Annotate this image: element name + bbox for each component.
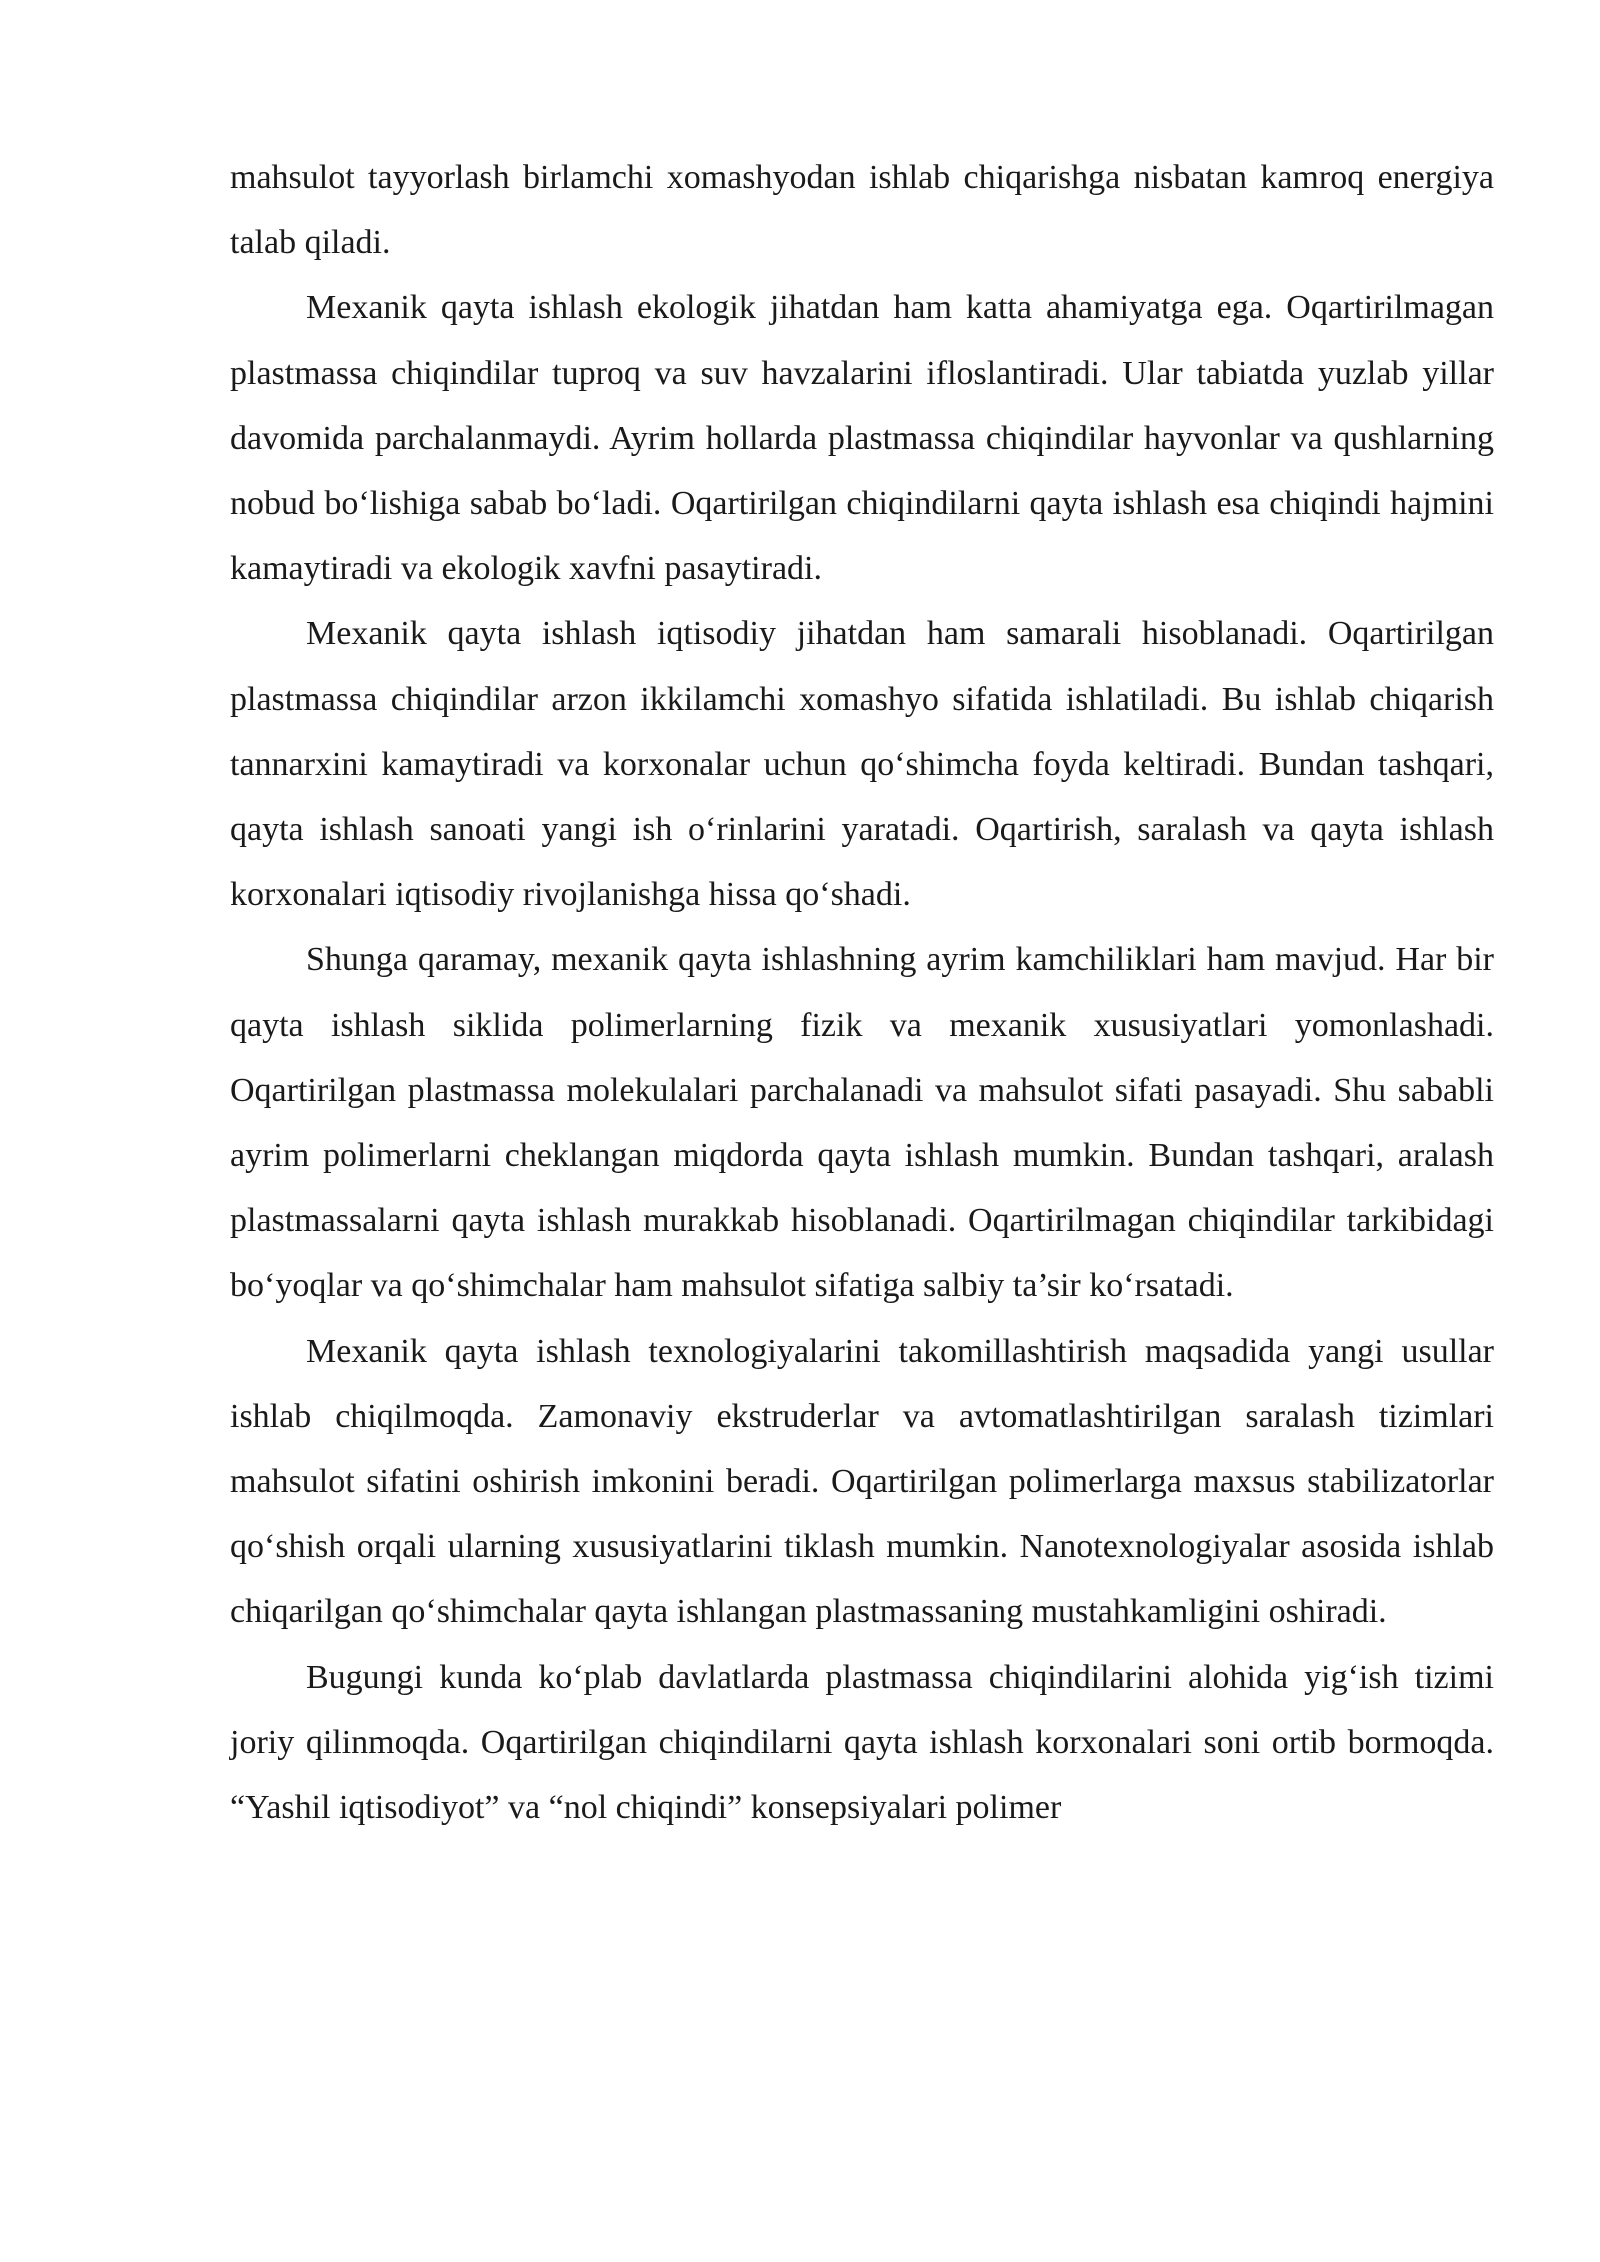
paragraph: Bugungi kunda ko‘plab davlatlarda plastmassa chiqindilarini alohida yig‘ish tizimi joriy qilinmoqda. Oqartirilgan chiqindilarni qayta ishlash korxonalari soni ortib bormoqda. “Yashil iqtisodiyot” va “nol chiqindi” konsepsiyalari polimer	[230, 1658, 1494, 1827]
paragraph: Mexanik qayta ishlash ekologik jihatdan ham katta ahamiyatga ega. Oqartirilmagan plastmassa chiqindilar tuproq va suv havzalarini ifloslantiradi. Ular tabiatda yuzlab yillar davomida parchalanmaydi. Ayrim hollarda plastmassa chiqindilar hayvonlar va qushlarning nobud bo‘lishiga sabab bo‘ladi. Oqartirilgan chiqindilarni qayta ishlash esa chiqindi hajmini kamaytiradi va ekologik xavfni pasaytiradi.	[230, 289, 1494, 588]
body-text	[230, 145, 1494, 1840]
paragraph: Mexanik qayta ishlash iqtisodiy jihatdan ham samarali hisoblanadi. Oqartirilgan plastmassa chiqindilar arzon ikkilamchi xomashyo sifatida ishlatiladi. Bu ishlab chiqarish tannarxini kamaytiradi va korxonalar uchun qo‘shimcha foyda keltiradi. Bundan tashqari, qayta ishlash sanoati yangi ish o‘rinlarini yaratadi. Oqartirish, saralash va qayta ishlash korxonalari iqtisodiy rivojlanishga hissa qo‘shadi.	[230, 615, 1494, 914]
paragraph: Shunga qaramay, mexanik qayta ishlashning ayrim kamchiliklari ham mavjud. Har bir qayta ishlash siklida polimerlarning fizik va mexanik xususiyatlari yomonlashadi. Oqartirilgan plastmassa molekulalari parchalanadi va mahsulot sifati pasayadi. Shu sababli ayrim polimerlarni cheklangan miqdorda qayta ishlash mumkin. Bundan tashqari, aralash plastmassalarni qayta ishlash murakkab hisoblanadi. Oqartirilmagan chiqindilar tarkibidagi bo‘yoqlar va qo‘shimchalar ham mahsulot sifatiga salbiy ta’sir ko‘rsatadi.	[230, 941, 1494, 1305]
paragraph: Mexanik qayta ishlash texnologiyalarini takomillashtirish maqsadida yangi usullar ishlab chiqilmoqda. Zamonaviy ekstruderlar va avtomatlashtirilgan saralash tizimlari mahsulot sifatini oshirish imkonini beradi. Oqartirilgan polimerlarga maxsus stabilizatorlar qo‘shish orqali ularning xususiyatlarini tiklash mumkin. Nanotexnologiyalar asosida ishlab chiqarilgan qo‘shimchalar qayta ishlangan plastmassaning mustahkamligini oshiradi.	[230, 1332, 1494, 1631]
paragraph-continued: mahsulot tayyorlash birlamchi xomashyodan ishlab chiqarishga nisbatan kamroq energiya talab qiladi.	[230, 159, 1494, 262]
